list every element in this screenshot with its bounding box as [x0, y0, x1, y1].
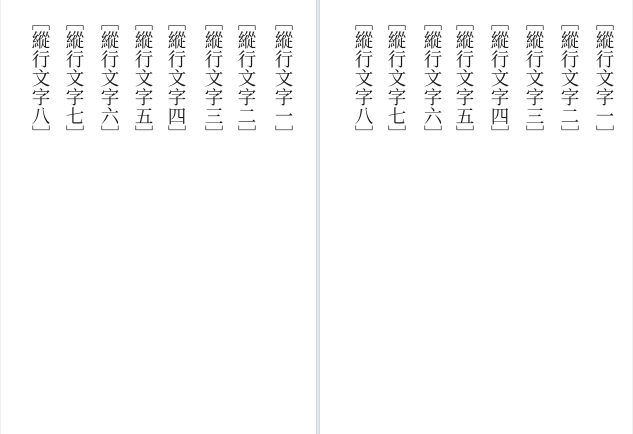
right-column-8: [350, 0, 374, 434]
left-column-4-text: ［縱行文字四］: [165, 12, 186, 145]
left-column-1-text: ［縱行文字一］: [272, 12, 293, 145]
left-column-2: [233, 0, 257, 434]
right-column-3: [521, 0, 545, 434]
right-column-8-text: ［縱行文字八］: [352, 12, 373, 145]
left-column-5: [130, 0, 154, 434]
right-column-1-text: ［縱行文字一］: [593, 12, 614, 145]
right-column-5-text: ［縱行文字五］: [453, 12, 474, 145]
left-column-8-text: ［縱行文字八］: [29, 12, 50, 145]
left-column-6: [96, 0, 120, 434]
left-column-2-text: ［縱行文字二］: [235, 12, 256, 145]
left-column-4: [163, 0, 187, 434]
left-column-3: [200, 0, 224, 434]
left-page: [0, 0, 316, 434]
left-column-1: [270, 0, 294, 434]
right-column-2-text: ［縱行文字二］: [558, 12, 579, 145]
right-column-7-text: ［縱行文字七］: [385, 12, 406, 145]
left-column-3-text: ［縱行文字三］: [202, 12, 223, 145]
left-column-8: [27, 0, 51, 434]
right-column-7: [383, 0, 407, 434]
right-column-2: [556, 0, 580, 434]
right-column-1: [591, 0, 615, 434]
right-column-3-text: ［縱行文字三］: [523, 12, 544, 145]
right-column-5: [451, 0, 475, 434]
right-column-4-text: ［縱行文字四］: [488, 12, 509, 145]
left-column-5-text: ［縱行文字五］: [132, 12, 153, 145]
right-column-6-text: ［縱行文字六］: [421, 12, 442, 145]
left-column-6-text: ［縱行文字六］: [98, 12, 119, 145]
right-column-4: [486, 0, 510, 434]
left-page-edge: [0, 0, 1, 434]
right-page: [320, 0, 633, 434]
right-column-6: [419, 0, 443, 434]
left-column-7: [61, 0, 85, 434]
left-column-7-text: ［縱行文字七］: [63, 12, 84, 145]
